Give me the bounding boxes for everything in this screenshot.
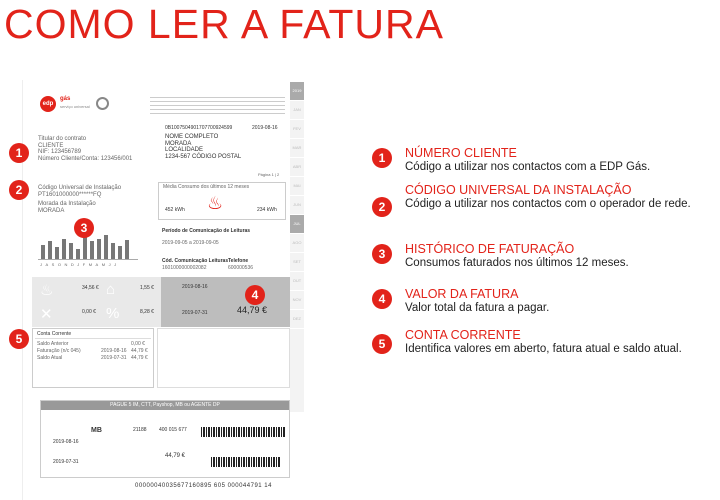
edp-logo: edp <box>40 96 56 112</box>
chart-bar <box>62 239 66 259</box>
mb-icon: MB <box>91 427 102 434</box>
address-block: NOME COMPLETO MORADA LOCALIDADE 1234-567 CÓDIGO POSTAL <box>165 134 242 160</box>
chart-bar <box>104 235 108 259</box>
badge-3: 3 <box>74 218 94 238</box>
percent-icon: % <box>106 305 120 322</box>
vat-value: 8,28 € <box>140 309 154 315</box>
chart-bar <box>111 243 115 259</box>
barcode <box>211 457 281 467</box>
month-tab: OUT <box>290 272 304 291</box>
flame-icon: ♨ <box>40 282 54 299</box>
badge-1: 1 <box>9 143 29 163</box>
chart-bar <box>76 249 80 259</box>
contacts-title: Cód. Comunicação Leituras <box>162 258 229 264</box>
month-tab: JAN <box>290 101 304 120</box>
building-icon: ⌂ <box>106 281 116 298</box>
month-tab: MAR <box>290 139 304 158</box>
month-tab: AGO <box>290 234 304 253</box>
month-tab: NOV <box>290 291 304 310</box>
total-value: 44,79 € <box>237 305 268 315</box>
contacts-value: 1601000000002082 <box>162 265 207 271</box>
gas-value: 34,56 € <box>82 285 99 291</box>
other-value: 0,00 € <box>82 309 96 315</box>
chart-bar <box>97 239 101 259</box>
payment-stub: PAGUE 5 IM, CTT, Payshop, MB ou AGENTE DP 2019-08-16 2019-07-31 MB 21188 400 015 677 44,79 € <box>40 400 290 478</box>
account-box: Conta Corrente Saldo Anterior 0,00 € Faturação (n/c 045) 2019-08-16 44,79 € Saldo Atual 2019-07-31 44,79 € <box>32 328 154 388</box>
chart-bar <box>48 241 52 259</box>
issue-date: 2019-08-16 <box>182 284 208 290</box>
page-title: COMO LER A FATURA <box>4 1 444 47</box>
month-tabs <box>290 82 304 412</box>
doc-ref: 0B1007504901707700924599 <box>165 125 233 131</box>
doc-date: 2019-08-16 <box>252 125 278 131</box>
month-tab: DEZ <box>290 310 304 329</box>
average-consumption-box: Média Consumo dos últimos 12 meses 452 kWh ♨ 234 kWh <box>158 182 286 220</box>
flame-icon: ♨ <box>207 193 224 213</box>
chart-bar <box>125 240 129 259</box>
chart-bar <box>83 237 87 259</box>
chart-bar <box>90 241 94 259</box>
period-value: 2019-09-05 a 2019-09-05 <box>162 240 219 246</box>
page-number: Página 1 | 2 <box>258 172 280 177</box>
month-tab: MAI <box>290 177 304 196</box>
client-block: Titular do contrato CLIENTE NIF: 123456789 Número Cliente/Conta: 123456/001 <box>38 136 133 162</box>
phone-value: 600000536 <box>228 265 254 271</box>
stub-code: 00000040035677160895 605 000044791 14 <box>135 483 272 489</box>
total-panel <box>161 277 290 327</box>
badge-2: 2 <box>9 180 29 200</box>
month-tab: ABR <box>290 158 304 177</box>
brand-name: gás serviço universal <box>60 96 90 109</box>
cui-block: Código Universal de Instalação PT1601000000******FQ Morada da Instalação MORADA <box>38 185 122 214</box>
month-tab: 2019 <box>290 82 304 101</box>
month-tab: JUL <box>290 215 304 234</box>
month-tab: SET <box>290 253 304 272</box>
chart-months: JASONDJFMAMJJ <box>40 262 120 267</box>
barcode <box>201 427 286 437</box>
chart-bar <box>55 247 59 259</box>
header-notes <box>150 97 285 115</box>
period-title: Período de Comunicação de Leituras <box>162 228 251 234</box>
tax-value: 1,55 € <box>140 285 154 291</box>
phone-label: Telefone <box>228 258 249 264</box>
notes-box <box>157 328 290 388</box>
due-date: 2019-07-31 <box>182 310 208 316</box>
chart-bar <box>118 246 122 259</box>
month-tab: JUN <box>290 196 304 215</box>
month-tab: FEV <box>290 120 304 139</box>
certification-icon <box>96 97 109 110</box>
badge-4: 4 <box>245 285 265 305</box>
chart-bar <box>41 245 45 259</box>
badge-5: 5 <box>9 329 29 349</box>
chart-bar <box>69 243 73 259</box>
tools-icon: ✕ <box>40 306 53 323</box>
